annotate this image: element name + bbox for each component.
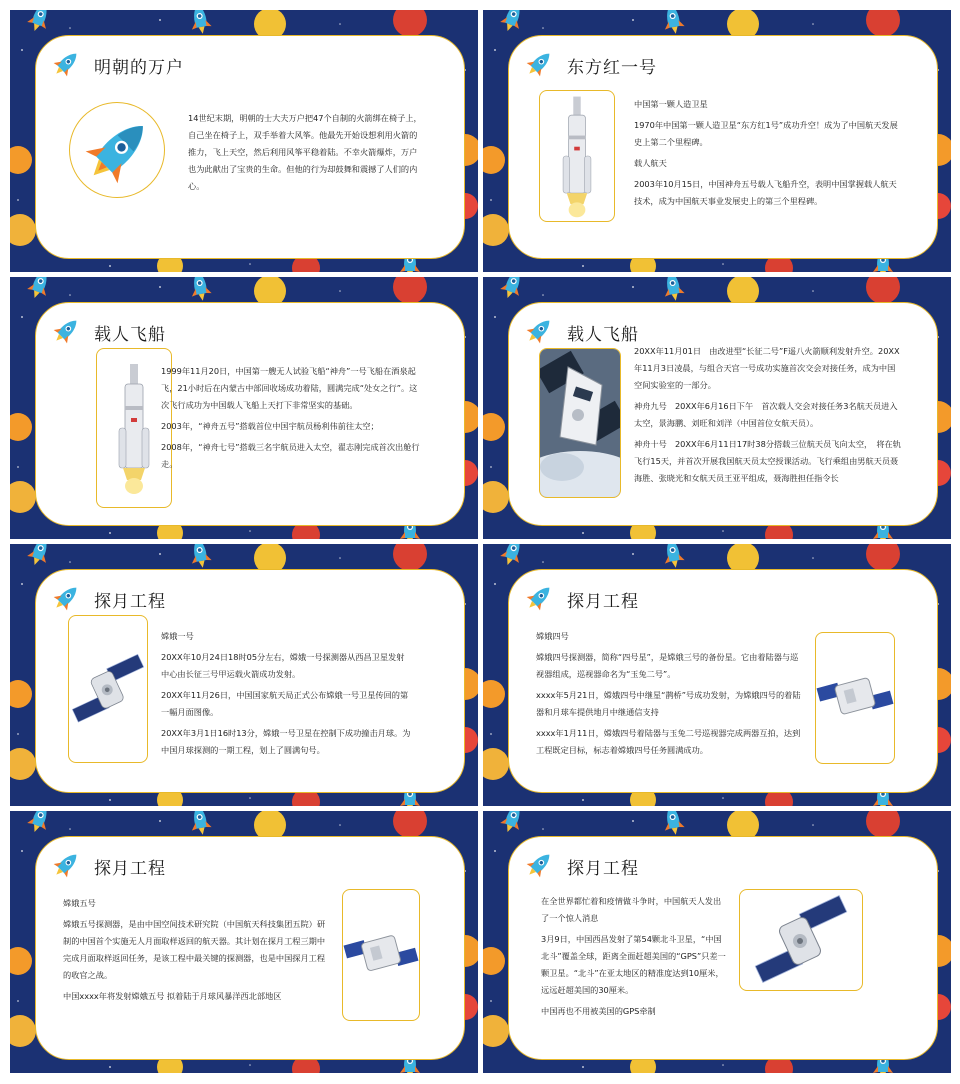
paragraph: 嫦娥四号探测器，简称“四号星”，是嫦娥三号的备份星。它由着陆器与巡视器组成，巡视器命名为“玉兔二号”。 <box>536 652 799 679</box>
slide-header <box>50 849 166 883</box>
body-text <box>536 628 803 763</box>
illustration-frame <box>739 889 863 991</box>
slide[interactable] <box>10 10 478 272</box>
paragraph: 20XX年10月24日18时05分左右，嫦娥一号探测器从西昌卫星发射中心由长征三号甲运载火箭成功发射。 <box>161 652 405 679</box>
rocket-icon <box>50 313 84 351</box>
launch-rocket-icon <box>97 349 171 507</box>
space-module-icon <box>816 633 894 763</box>
paragraph: 载人航天 <box>634 158 667 168</box>
paragraph: 嫦娥五号 <box>63 898 96 908</box>
paragraph: 1970年中国第一颗人造卫星“东方红1号”成功升空！成为了中国航天发展史上第二个里程碑。 <box>634 120 898 147</box>
illustration-frame <box>815 632 895 764</box>
content-card <box>508 35 938 259</box>
paragraph: 14世纪末期，明朝的士大夫万户把47个自制的火箭绑在椅子上，自己坐在椅子上，双手举着大风筝。他最先开始设想利用火箭的推力，飞上天空，然后利用风筝平稳着陆。不幸火箭爆炸，万户也为此献出了宝贵的生命。但他的行为却鼓舞和震撼了人们的内心。 <box>188 113 422 191</box>
rocket-icon <box>523 46 557 84</box>
rocket-icon <box>50 580 84 618</box>
illustration-frame <box>539 348 621 498</box>
content-card <box>35 569 465 793</box>
body-text <box>63 895 328 1009</box>
slide-title: 东方红一号 <box>567 57 657 78</box>
space-module-icon <box>343 890 419 1020</box>
content-card <box>35 302 465 526</box>
rocket-cartoon-icon <box>70 103 164 197</box>
illustration-frame <box>69 102 165 198</box>
slide-header <box>50 582 166 616</box>
paragraph: 嫦娥五号探测器，是由中国空间技术研究院（中国航天科技集团五院）研制的中国首个实施无人月面取样返回的航天器。其计划在探月工程三期中完成月面取样返回任务，是该工程中最关键的探测器，也是中国探月工程的收官之战。 <box>63 919 326 980</box>
slide-header <box>50 48 184 82</box>
illustration-frame <box>342 889 420 1021</box>
launch-rocket-icon <box>540 91 614 221</box>
paragraph: 神舟九号 20XX年6月16日下午 首次载人交会对接任务3名航天员进入太空，景海鹏、刘旺和刘洋（中国首位女航天员）。 <box>634 401 898 428</box>
paragraph: 1999年11月20日，中国第一艘无人试验飞船“神舟”一号飞船在酒泉起飞，21小时后在内蒙古中部回收场成功着陆，圆满完成“处女之行”。这次飞行成功为中国载人飞船上天打下非常坚实的基础。 <box>161 366 418 410</box>
slide-header <box>523 48 657 82</box>
slide[interactable] <box>483 544 951 806</box>
body-text <box>541 893 729 1024</box>
satellite-icon <box>69 616 147 762</box>
paragraph: 20XX年11月01日 由改进型“长征二号”F遥八火箭顺利发射升空。20XX年11月3日凌晨，与组合天宫一号成功实施首次交会对接任务，成为中国空间实验室的一部分。 <box>634 346 900 390</box>
paragraph: xxxx年5月21日，嫦娥四号中继星“鹊桥”号成功发射，为嫦娥四号的着陆器和月球车提供地月中继通信支持 <box>536 690 801 717</box>
paragraph: xxxx年1月11日，嫦娥四号着陆器与玉兔二号巡视器完成两器互拍，达到工程既定目标，标志着嫦娥四号任务圆满成功。 <box>536 728 801 755</box>
rocket-icon <box>50 46 84 84</box>
paragraph: 2003年10月15日，中国神舟五号载人飞船升空，表明中国掌握载人航天技术，成为中国航天事业发展史上的第三个里程碑。 <box>634 179 897 206</box>
slide-title: 载人飞船 <box>94 324 166 345</box>
slide[interactable] <box>483 10 951 272</box>
slide-header <box>523 582 639 616</box>
slide-header <box>50 315 166 349</box>
slide-title: 载人飞船 <box>567 324 639 345</box>
rocket-icon <box>50 847 84 885</box>
paragraph: 在全世界都忙着和疫情做斗争时，中国航天人发出了一个惊人消息 <box>541 896 722 923</box>
slide-title: 探月工程 <box>567 858 639 879</box>
paragraph: 2008年，“神舟七号”搭载三名宇航员进入太空，翟志刚完成首次出舱行走。 <box>161 442 420 469</box>
rocket-icon <box>523 580 557 618</box>
slide-header <box>523 849 639 883</box>
satellite-icon <box>740 890 862 990</box>
paragraph: 中国第一颗人造卫星 <box>634 99 708 109</box>
paragraph: 神舟十号 20XX年6月11日17时38分搭载三位航天员飞向太空， 将在轨飞行15天，并首次开展我国航天员太空授课活动。飞行乘组由男航天员聂海胜、张晓光和女航天员王亚平组成，聂海胜担任指令长 <box>634 439 901 483</box>
paragraph: 20XX年11月26日，中国国家航天局正式公布嫦娥一号卫星传回的第一幅月面图像。 <box>161 690 409 717</box>
slide-title: 探月工程 <box>567 591 639 612</box>
body-text <box>161 363 423 477</box>
content-card <box>508 836 938 1060</box>
slide[interactable] <box>10 277 478 539</box>
content-card <box>508 569 938 793</box>
body-text <box>634 343 902 491</box>
slide-title: 探月工程 <box>94 591 166 612</box>
slide[interactable] <box>10 811 478 1073</box>
rocket-icon <box>523 313 557 351</box>
slide[interactable] <box>10 544 478 806</box>
body-text <box>188 110 424 199</box>
paragraph: 2003年，“神舟五号”搭载首位中国宇航员杨利伟前往太空； <box>161 421 379 431</box>
paragraph: 嫦娥四号 <box>536 631 569 641</box>
paragraph: 中国xxxx年将发射嫦娥五号 拟着陆于月球风暴洋西北部地区 <box>63 991 282 1001</box>
paragraph: 20XX年3月1日16时13分，嫦娥一号卫星在控制下成功撞击月球。为中国月球探测的一期工程，划上了圆满句号。 <box>161 728 411 755</box>
slide-title: 探月工程 <box>94 858 166 879</box>
body-text <box>161 628 411 763</box>
slide[interactable] <box>483 277 951 539</box>
paragraph: 3月9日，中国西昌发射了第54颗北斗卫星，“中国北斗”覆盖全球，距离全面赶超美国的“GPS”只差一颗卫星。“北斗”在亚太地区的精准度达到10厘米，远远赶超美国的30厘米。 <box>541 934 726 995</box>
illustration-frame <box>539 90 615 222</box>
slide[interactable] <box>483 811 951 1073</box>
paragraph: 嫦娥一号 <box>161 631 194 641</box>
illustration-frame <box>68 615 148 763</box>
slide-header <box>523 315 639 349</box>
rocket-icon <box>523 847 557 885</box>
content-card <box>508 302 938 526</box>
spacecraft-icon <box>540 349 620 497</box>
content-card <box>35 35 465 259</box>
slide-title: 明朝的万户 <box>94 57 184 78</box>
content-card <box>35 836 465 1060</box>
body-text <box>634 96 899 214</box>
paragraph: 中国再也不用被美国的GPS牵制 <box>541 1006 656 1016</box>
